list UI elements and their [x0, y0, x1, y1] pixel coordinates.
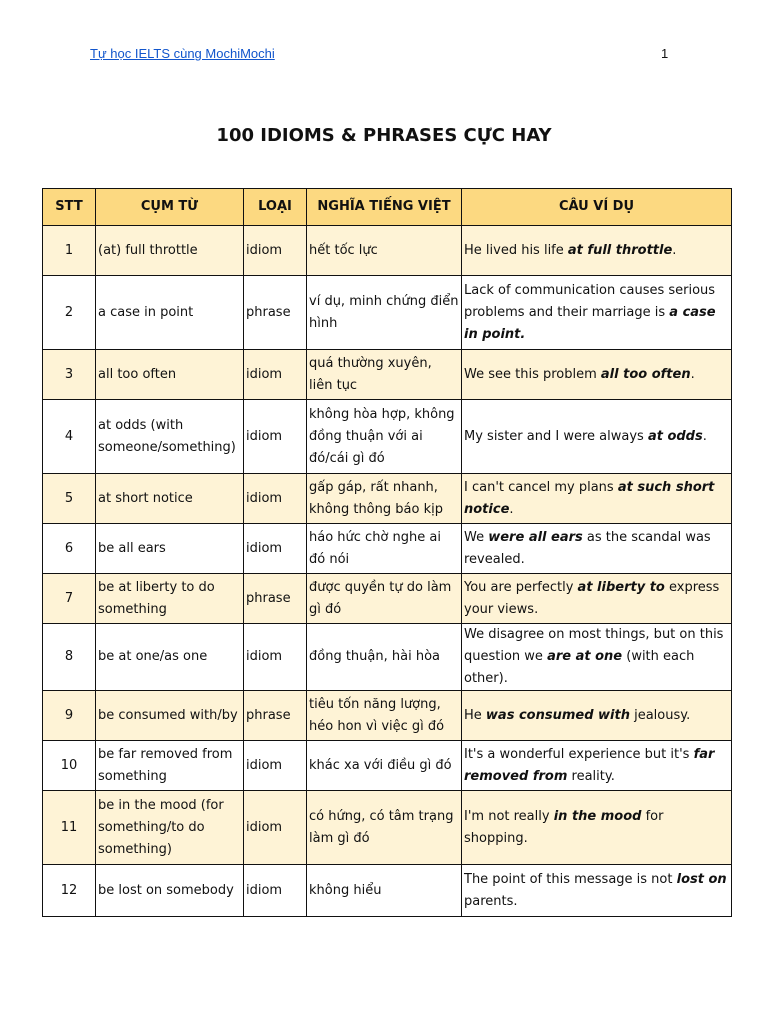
row-meaning: quá thường xuyên, liên tục	[307, 350, 462, 400]
row-example	[462, 741, 732, 791]
example-text: reality.	[567, 768, 615, 784]
example-text: We	[464, 529, 489, 545]
row-type: idiom	[244, 524, 307, 574]
row-example	[462, 524, 732, 574]
row-stt: 4	[43, 400, 96, 474]
row-phrase: all too often	[96, 350, 244, 400]
table-row	[43, 400, 732, 474]
example-highlight: all too often	[600, 366, 691, 382]
row-type: idiom	[244, 400, 307, 474]
row-meaning: được quyền tự do làm gì đó	[307, 574, 462, 624]
header-stt: STT	[43, 189, 96, 226]
example-text: .	[509, 501, 514, 517]
document-title: 100 IDIOMS & PHRASES CỰC HAY	[216, 125, 552, 146]
row-meaning: có hứng, có tâm trạng làm gì đó	[307, 791, 462, 865]
row-meaning: háo hức chờ nghe ai đó nói	[307, 524, 462, 574]
row-phrase: be at liberty to do something	[96, 574, 244, 624]
example-highlight: at odds	[647, 428, 703, 444]
example-highlight: was consumed with	[485, 707, 630, 723]
table-row	[43, 226, 732, 276]
row-type: idiom	[244, 791, 307, 865]
table-row	[43, 865, 732, 917]
row-example	[462, 350, 732, 400]
table-row	[43, 574, 732, 624]
row-type: idiom	[244, 226, 307, 276]
table-row	[43, 741, 732, 791]
row-meaning: hết tốc lực	[307, 226, 462, 276]
row-stt: 11	[43, 791, 96, 865]
row-phrase: be far removed from something	[96, 741, 244, 791]
example-text: jealousy.	[629, 707, 691, 723]
example-text: I can't cancel my plans	[464, 479, 618, 495]
example-text: We disagree on most things, but on this question we	[464, 627, 724, 664]
row-type: phrase	[244, 574, 307, 624]
example-text: My sister and I were always	[464, 428, 648, 444]
example-text: for shopping.	[464, 808, 664, 846]
row-example	[462, 226, 732, 276]
row-example	[462, 276, 732, 350]
row-example	[462, 691, 732, 741]
header-meaning: NGHĨA TIẾNG VIỆT	[307, 189, 462, 226]
example-text: The point of this message is not	[464, 871, 677, 887]
example-highlight: at full throttle	[567, 242, 673, 258]
row-type: phrase	[244, 276, 307, 350]
header-phrase: CỤM TỪ	[96, 189, 244, 226]
example-highlight: in the mood	[553, 808, 642, 824]
example-text: He lived his life	[464, 242, 568, 258]
example-text: It's a wonderful experience but it's	[464, 746, 694, 762]
row-meaning: không hòa hợp, không đồng thuận với ai đó/cái gì đó	[307, 400, 462, 474]
row-phrase: (at) full throttle	[96, 226, 244, 276]
example-highlight: at liberty to	[577, 579, 665, 595]
row-stt: 10	[43, 741, 96, 791]
header-example: CÂU VÍ DỤ	[462, 189, 732, 226]
row-stt: 2	[43, 276, 96, 350]
table-row	[43, 524, 732, 574]
row-stt: 7	[43, 574, 96, 624]
row-type: idiom	[244, 741, 307, 791]
table-row	[43, 350, 732, 400]
example-text: I'm not really	[464, 808, 554, 824]
example-highlight: were all ears	[488, 529, 583, 545]
row-phrase: a case in point	[96, 276, 244, 350]
row-stt: 12	[43, 865, 96, 917]
table-header-row	[43, 189, 732, 226]
row-stt: 3	[43, 350, 96, 400]
row-type: idiom	[244, 350, 307, 400]
page-number: 1	[661, 46, 669, 61]
row-example	[462, 400, 732, 474]
row-stt: 9	[43, 691, 96, 741]
row-meaning: tiêu tốn năng lượng, héo hon vì việc gì đó	[307, 691, 462, 741]
header-type: LOẠI	[244, 189, 307, 226]
row-phrase: be consumed with/by	[96, 691, 244, 741]
example-text: (with each other).	[464, 649, 695, 686]
row-example	[462, 624, 732, 691]
row-meaning: khác xa với điều gì đó	[307, 741, 462, 791]
row-stt: 1	[43, 226, 96, 276]
row-meaning: ví dụ, minh chứng điển hình	[307, 276, 462, 350]
example-highlight: at such short notice	[464, 479, 715, 517]
example-text: .	[672, 242, 677, 258]
row-phrase: at odds (with someone/something)	[96, 400, 244, 474]
example-highlight: far removed from	[464, 746, 715, 784]
row-example	[462, 474, 732, 524]
example-text: .	[702, 428, 707, 444]
example-text: We see this problem	[464, 366, 601, 382]
table-row	[43, 474, 732, 524]
example-text: .	[690, 366, 695, 382]
row-example	[462, 865, 732, 917]
table-row	[43, 276, 732, 350]
row-phrase: be in the mood (for something/to do something)	[96, 791, 244, 865]
row-phrase: be at one/as one	[96, 624, 244, 691]
idioms-table	[42, 188, 732, 917]
row-phrase: be all ears	[96, 524, 244, 574]
row-example	[462, 574, 732, 624]
row-stt: 6	[43, 524, 96, 574]
row-stt: 8	[43, 624, 96, 691]
row-meaning: đồng thuận, hài hòa	[307, 624, 462, 691]
table-row	[43, 691, 732, 741]
table-row	[43, 791, 732, 865]
example-highlight: are at one	[547, 649, 623, 664]
row-example	[462, 791, 732, 865]
example-text: express your views.	[464, 579, 720, 617]
example-highlight: a case in point.	[464, 304, 716, 342]
row-stt: 5	[43, 474, 96, 524]
row-phrase: at short notice	[96, 474, 244, 524]
row-meaning: gấp gáp, rất nhanh, không thông báo kịp	[307, 474, 462, 524]
row-phrase: be lost on somebody	[96, 865, 244, 917]
row-type: idiom	[244, 624, 307, 691]
header-link[interactable]: Tự học IELTS cùng MochiMochi	[90, 46, 275, 61]
row-meaning: không hiểu	[307, 865, 462, 917]
table-row	[43, 624, 732, 691]
example-highlight: lost on	[676, 871, 727, 887]
example-text: Lack of communication causes serious problems and their marriage is	[464, 282, 716, 320]
example-text: You are perfectly	[464, 579, 578, 595]
row-type: idiom	[244, 474, 307, 524]
example-text: parents.	[464, 893, 518, 909]
row-type: phrase	[244, 691, 307, 741]
example-text: as the scandal was revealed.	[464, 529, 711, 567]
example-text: He	[464, 707, 486, 723]
row-type: idiom	[244, 865, 307, 917]
